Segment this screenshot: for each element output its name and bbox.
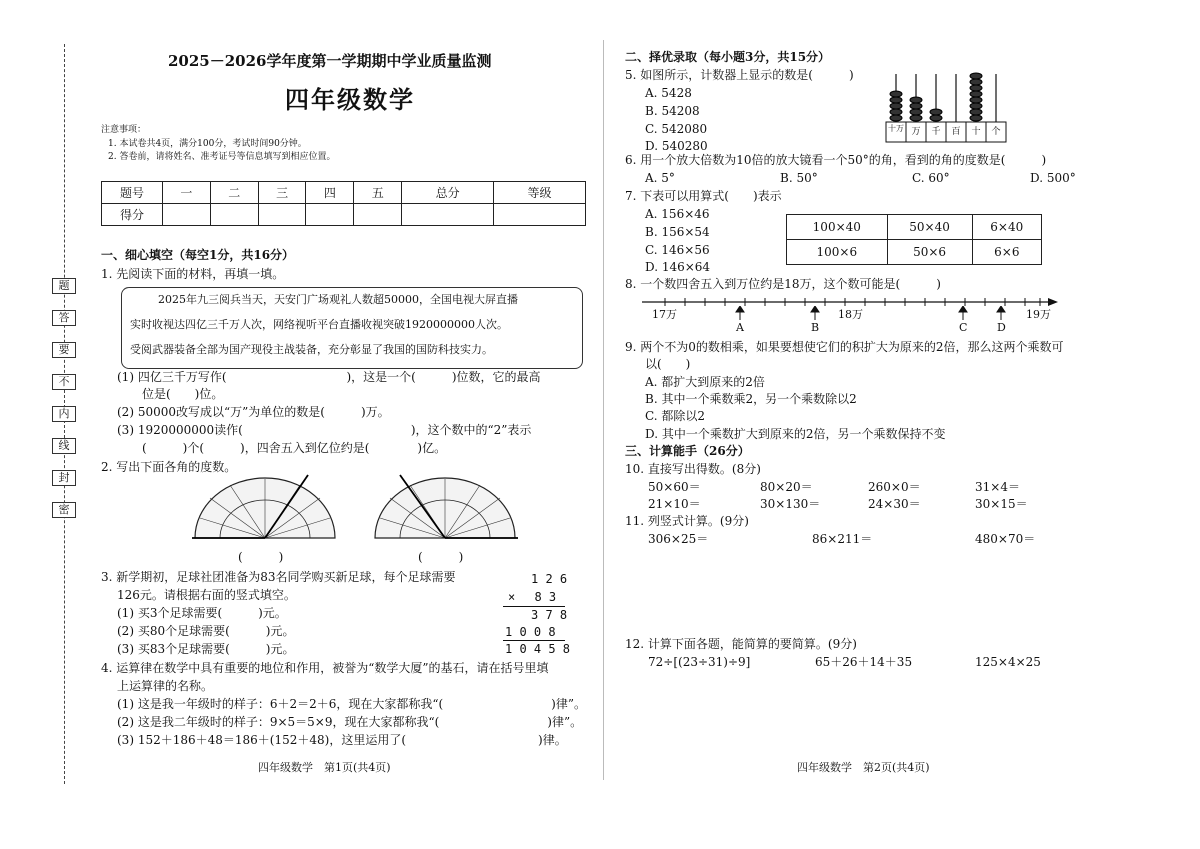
section-heading: 三、计算能手（26分） [625, 444, 750, 458]
binding-char: 不 [52, 374, 76, 390]
option-text[interactable]: D. 146×64 [645, 260, 711, 274]
score-table [101, 181, 586, 226]
option-text[interactable]: B. 156×54 [645, 225, 710, 239]
arrow-up-icon [810, 306, 820, 320]
table-cell: 总分 [402, 182, 494, 204]
binding-char: 题 [52, 278, 76, 294]
question-text: 2. 写出下面各角的度数。 [101, 460, 237, 474]
table-cell: 50×6 [887, 240, 972, 265]
table-cell: 等级 [494, 182, 586, 204]
number-line-tick-label: 19万 [1026, 308, 1051, 321]
notes-title: 注意事项： [101, 125, 147, 135]
number-line-point: A [736, 321, 744, 334]
calc-item: 50×60＝ [648, 480, 701, 494]
binding-char: 要 [52, 342, 76, 358]
abacus-bead [970, 85, 982, 91]
calc-item: 125×4×25 [975, 655, 1041, 669]
question-text: 3. 新学期初，足球社团准备为83名同学购买新足球，每个足球需要 [101, 570, 456, 584]
table-cell: 50×40 [887, 215, 972, 240]
question-text: 1. 先阅读下面的材料，再填一填。 [101, 267, 285, 281]
abacus-bead [930, 109, 942, 115]
arrow-up-icon [996, 306, 1006, 320]
option-text[interactable]: D. 500° [1030, 171, 1076, 185]
table-cell: 6×6 [972, 240, 1041, 265]
binding-char: 线 [52, 438, 76, 454]
abacus-bead [890, 109, 902, 115]
table-cell: 五 [354, 182, 402, 204]
question-text: 126元。请根据右面的竖式填空。 [117, 588, 296, 602]
abacus-bead [910, 97, 922, 103]
calc-item: 30×15＝ [975, 497, 1028, 511]
option-text[interactable]: A. 5428 [645, 86, 692, 100]
option-text[interactable]: C. 60° [912, 171, 950, 185]
binding-char: 内 [52, 406, 76, 422]
calc-item: 21×10＝ [648, 497, 701, 511]
abacus-bead [930, 115, 942, 121]
option-text[interactable]: C. 都除以2 [645, 409, 706, 423]
calc-item: 260×0＝ [868, 480, 921, 494]
question-text: (2) 50000改写成以“万”为单位的数是( )万。 [117, 405, 390, 419]
calc-item: 80×20＝ [760, 480, 813, 494]
binding-char: 答 [52, 310, 76, 326]
arrow-up-icon [958, 306, 968, 320]
abacus-bead [970, 103, 982, 109]
arrow-up-icon [735, 306, 745, 320]
question-text: 位是( )位。 [142, 387, 224, 401]
table-cell: 四 [306, 182, 354, 204]
abacus-bead [890, 97, 902, 103]
option-text[interactable]: D. 其中一个乘数扩大到原来的2倍，另一个乘数保持不变 [645, 427, 946, 441]
score-cell[interactable] [210, 204, 258, 226]
exam-title: 四年级数学 [285, 85, 415, 114]
binding-char: 密 [52, 502, 76, 518]
table-cell: 题号 [102, 182, 163, 204]
question-text: 以( ) [645, 357, 691, 371]
score-cell[interactable] [258, 204, 306, 226]
table-cell: 三 [258, 182, 306, 204]
abacus-label: 千 [931, 127, 941, 137]
exam-header: 2025－2026学年度第一学期期中学业质量监测 [168, 52, 492, 70]
material-line: 受阅武器装备全部为国产现役主战装备，充分彰显了我国的国防科技实力。 [130, 343, 493, 356]
calc-item: 86×211＝ [812, 532, 873, 546]
table-cell: 100×40 [787, 215, 888, 240]
question-text: (3) 1920000000读作( )，这个数中的“2”表示 [117, 423, 532, 437]
abacus-bead [970, 115, 982, 121]
score-cell[interactable] [163, 204, 211, 226]
protractor-1-icon [190, 473, 340, 543]
option-text[interactable]: D. 540280 [645, 139, 708, 153]
section-heading: 一、细心填空（每空1分，共16分） [101, 248, 295, 262]
score-cell[interactable] [306, 204, 354, 226]
abacus-label: 十万 [888, 124, 904, 133]
abacus-bead [890, 91, 902, 97]
calc-line: 3 7 8 [531, 608, 568, 622]
number-line-tick-label: 18万 [838, 308, 863, 321]
binding-char: 封 [52, 470, 76, 486]
abacus-label: 万 [911, 127, 921, 137]
calc-item: 24×30＝ [868, 497, 921, 511]
table-row [787, 240, 1042, 265]
calc-line: 1 0 0 8 [505, 625, 556, 639]
option-text[interactable]: C. 146×56 [645, 243, 710, 257]
option-text[interactable]: B. 54208 [645, 104, 700, 118]
table-cell: 6×40 [972, 215, 1041, 240]
calc-item: 72÷[(23÷31)÷9] [648, 655, 751, 669]
abacus-bead [970, 109, 982, 115]
option-text[interactable]: B. 50° [780, 171, 818, 185]
question-text: ( )个( )，四舍五入到亿位约是( )亿。 [142, 441, 447, 455]
table-cell: 一 [163, 182, 211, 204]
page-divider [603, 40, 604, 780]
note-line: 2. 答卷前，请将姓名、准考证号等信息填写到相应位置。 [108, 152, 336, 162]
question-text: (1) 这是我一年级时的样子：6＋2＝2＋6，现在大家都称我“( )律”。 [117, 697, 586, 711]
score-cell[interactable] [494, 204, 586, 226]
question-text: 12. 计算下面各题，能简算的要简算。(9分) [625, 637, 857, 651]
abacus-bead [890, 103, 902, 109]
abacus-label: 百 [951, 127, 961, 137]
table-cell: 得分 [102, 204, 163, 226]
question-text: 5. 如图所示，计数器上显示的数是( ) [625, 68, 854, 82]
number-line-point: B [811, 321, 820, 334]
table-cell: 二 [210, 182, 258, 204]
protractor-2-icon [370, 473, 520, 543]
option-text[interactable]: B. 其中一个乘数乘2，另一个乘数除以2 [645, 392, 857, 406]
answer-blank[interactable]: ( ) [418, 550, 464, 564]
option-text[interactable]: C. 542080 [645, 122, 708, 136]
score-table-row [102, 204, 586, 226]
calc-line: 1 2 6 [531, 572, 568, 586]
option-text[interactable]: A. 5° [645, 171, 675, 185]
score-table-header-row [102, 182, 586, 204]
number-line-tick-label: 17万 [652, 308, 677, 321]
calc-line: 1 0 4 5 8 [505, 642, 571, 656]
q7-table [786, 214, 1042, 265]
calc-item: 30×130＝ [760, 497, 821, 511]
page-footer: 四年级数学 第2页(共4页) [797, 761, 930, 774]
question-text: 7. 下表可以用算式( )表示 [625, 189, 782, 203]
abacus-bead [970, 91, 982, 97]
number-line-point: D [997, 321, 1006, 334]
calc-item: 480×70＝ [975, 532, 1036, 546]
calc-item: 65＋26＋14＋35 [815, 655, 913, 669]
abacus-bead [970, 79, 982, 85]
note-line: 1. 本试卷共4页，满分100分，考试时间90分钟。 [108, 139, 307, 149]
question-text: (2) 买80个足球需要( )元。 [117, 624, 295, 638]
section-heading: 二、择优录取（每小题3分，共15分） [625, 50, 831, 64]
abacus-bead [890, 115, 902, 121]
calc-line: × 8 3 [508, 590, 557, 604]
score-cell[interactable] [354, 204, 402, 226]
abacus-bead [910, 103, 922, 109]
question-text: 9. 两个不为0的数相乘，如果要想使它们的积扩大为原来的2倍，那么这两个乘数可 [625, 340, 1064, 354]
option-text[interactable]: A. 156×46 [645, 207, 710, 221]
material-line: 实时收视达四亿三千万人次，网络视听平台直播收视突破1920000000人次。 [130, 318, 508, 331]
answer-blank[interactable]: ( ) [238, 550, 284, 564]
question-text: 11. 列竖式计算。(9分) [625, 514, 749, 528]
table-cell: 100×6 [787, 240, 888, 265]
question-text: 8. 一个数四舍五入到万位约是18万，这个数可能是( ) [625, 277, 941, 291]
score-cell[interactable] [402, 204, 494, 226]
question-text: 4. 运算律在数学中具有重要的地位和作用，被誉为“数学大厦”的基石，请在括号里填 [101, 661, 549, 675]
abacus-label: 个 [991, 127, 1001, 137]
question-text: (1) 四亿三千万写作( )，这是一个( )位数，它的最高 [117, 370, 541, 384]
abacus-bead [910, 115, 922, 121]
question-text: 6. 用一个放大倍数为10倍的放大镜看一个50°的角，看到的角的度数是( ) [625, 153, 1047, 167]
abacus-bead [910, 109, 922, 115]
option-text[interactable]: A. 都扩大到原来的2倍 [645, 375, 765, 389]
abacus-bead [970, 73, 982, 79]
calc-item: 31×4＝ [975, 480, 1020, 494]
abacus-label: 十 [971, 127, 981, 137]
question-text: (3) 152＋186＋48＝186＋(152＋48)，这里运用了( )律。 [117, 733, 567, 747]
question-text: 10. 直接写出得数。(8分) [625, 462, 761, 476]
calc-item: 306×25＝ [648, 532, 709, 546]
page-footer: 四年级数学 第1页(共4页) [258, 761, 391, 774]
question-text: (1) 买3个足球需要( )元。 [117, 606, 287, 620]
table-row [787, 215, 1042, 240]
calc-rule [503, 640, 565, 641]
question-text: 上运算律的名称。 [117, 679, 214, 693]
number-line-point: C [959, 321, 968, 334]
question-text: (2) 这是我二年级时的样子：9×5＝5×9，现在大家都称我“( )律”。 [117, 715, 583, 729]
calc-rule [503, 606, 565, 607]
abacus-bead [970, 97, 982, 103]
material-line: 2025年九三阅兵当天，天安门广场观礼人数超50000，全国电视大屏直播 [158, 293, 518, 306]
question-text: (3) 买83个足球需要( )元。 [117, 642, 295, 656]
